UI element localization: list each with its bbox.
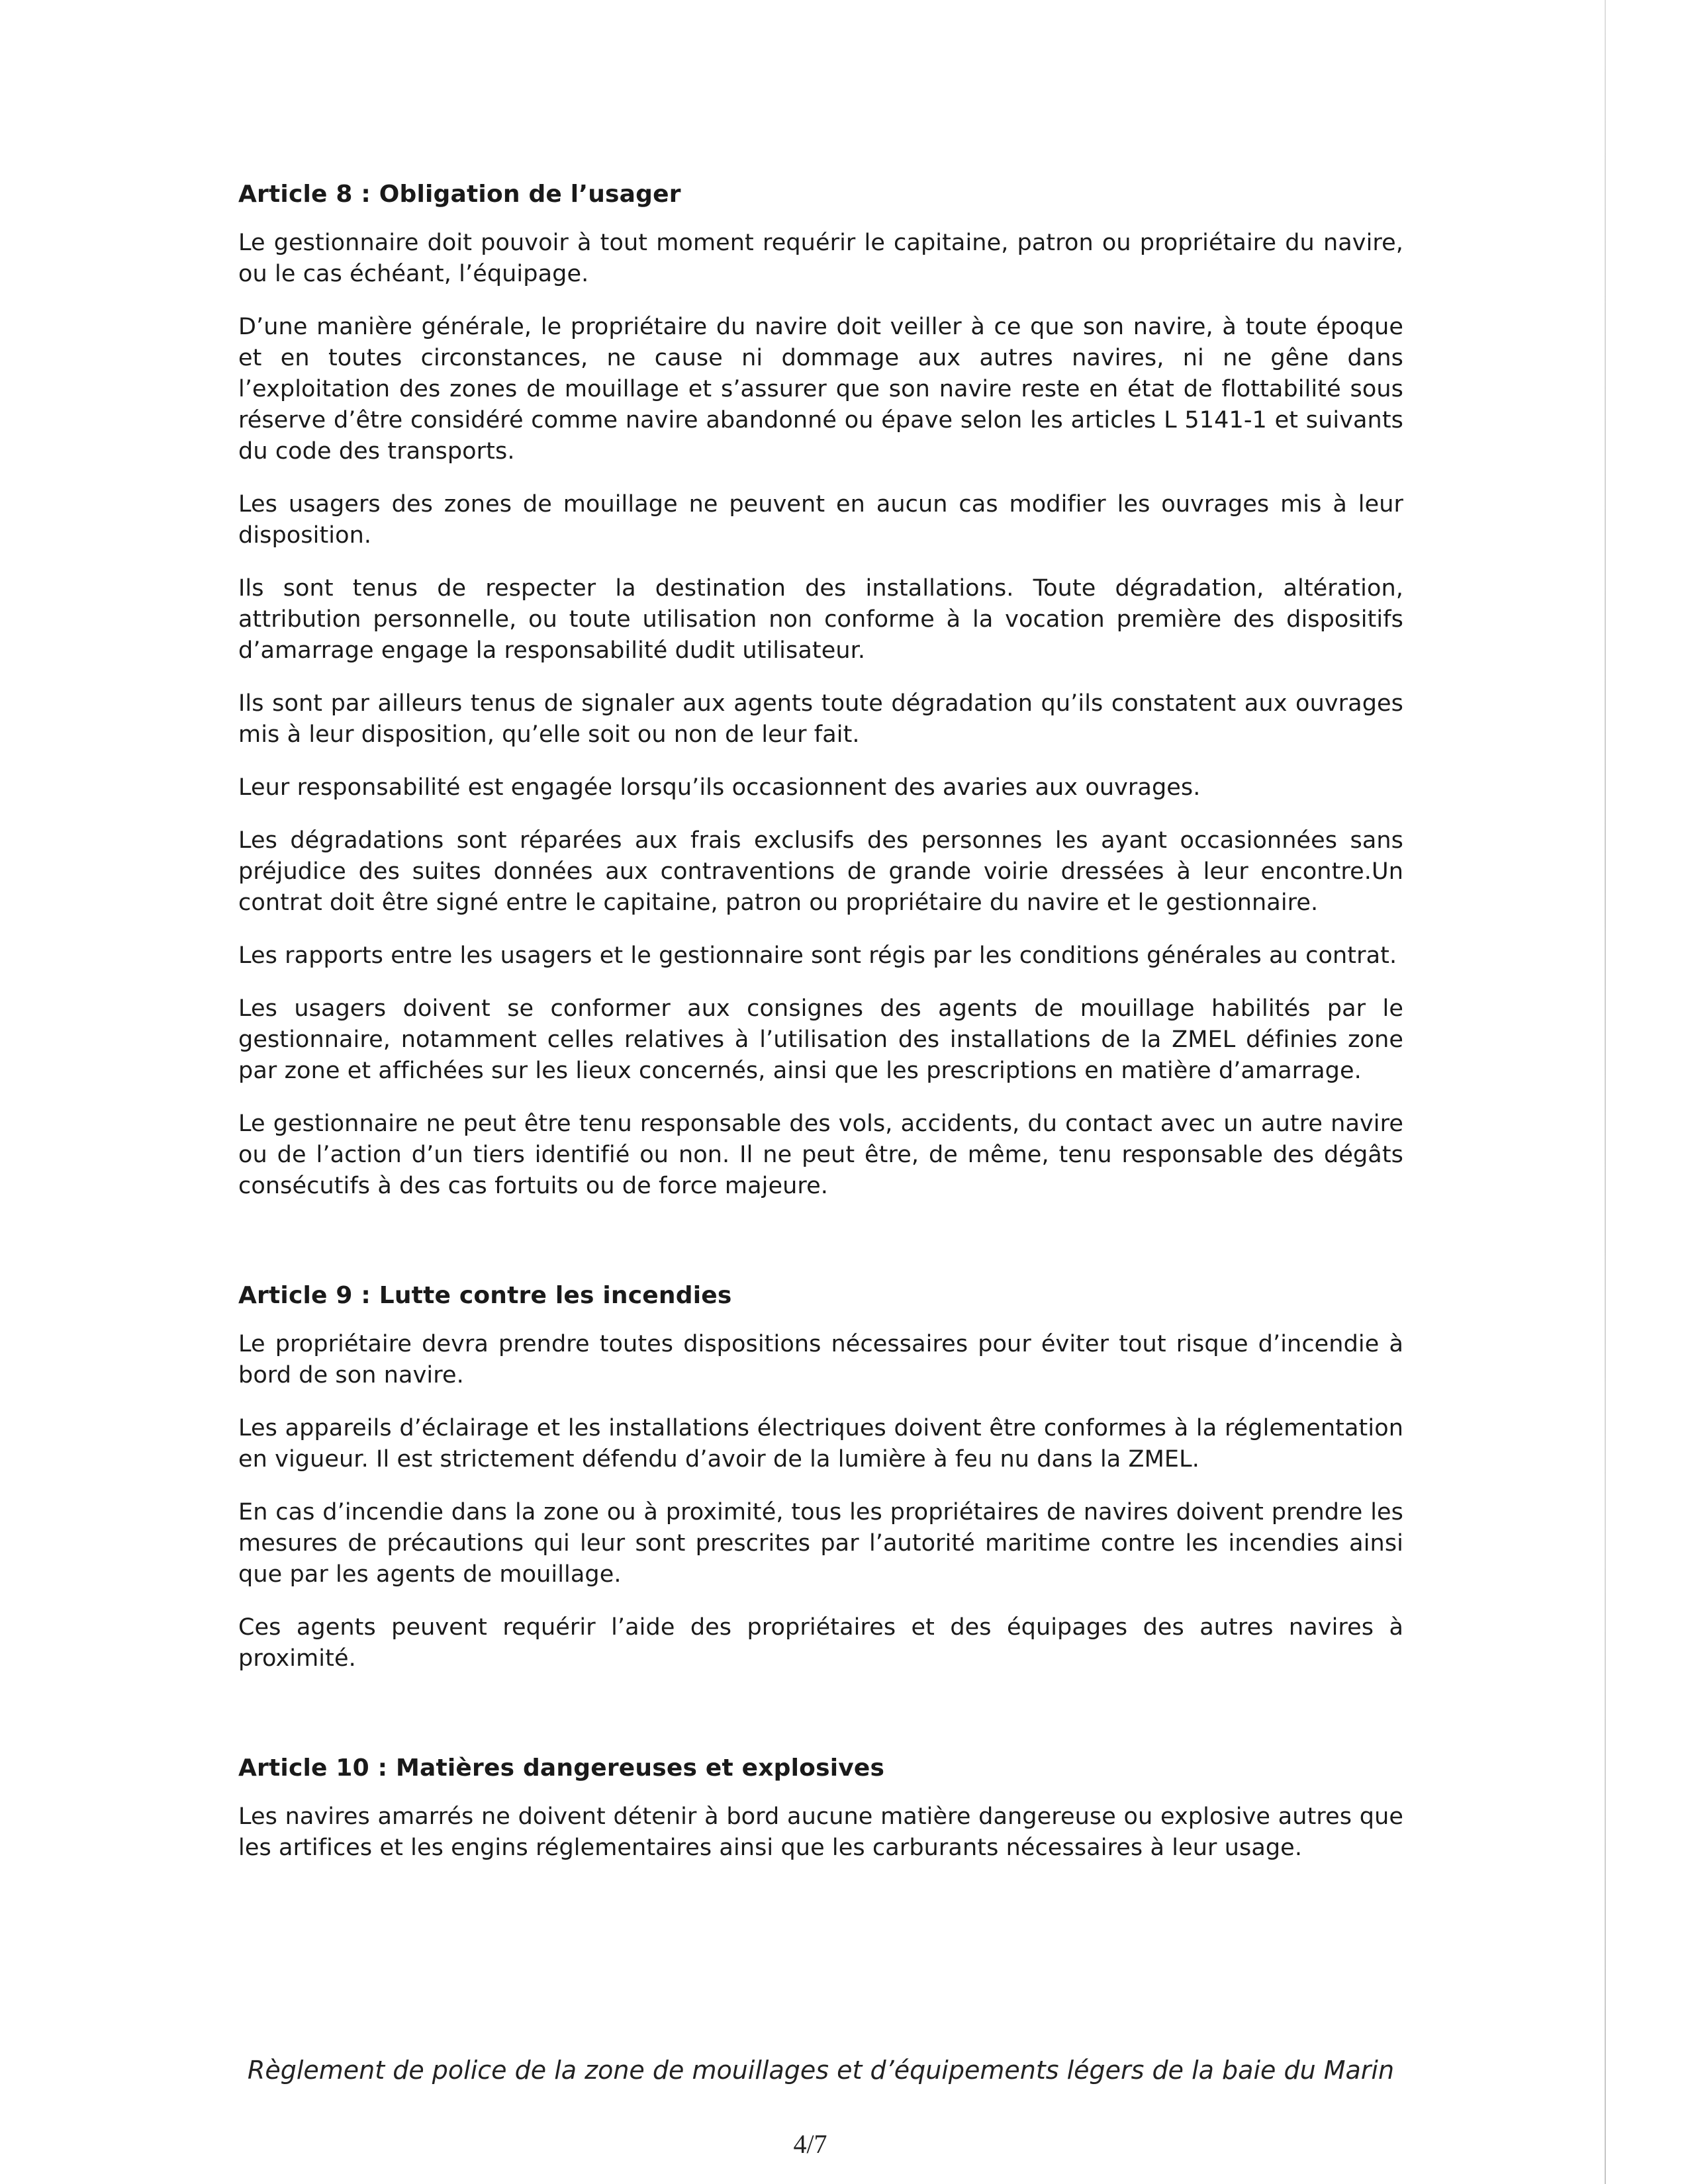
paragraph: Le gestionnaire doit pouvoir à tout moment requérir le capitaine, patron ou propriétaire du navire, ou le cas échéant, l’équipage. — [238, 230, 1403, 287]
article-title: Article 8 : Obligation de l’usager — [238, 181, 681, 208]
paragraph: Les usagers doivent se conformer aux consignes des agents de mouillage habilités par le gestionnaire, notamment celles relatives à l’utilisation des installations de la ZMEL définies zone par zone et affichées sur les lieux concernés, ainsi que les prescriptions en matière d’amarrage. — [238, 995, 1403, 1084]
paragraph: Les dégradations sont réparées aux frais exclusifs des personnes les ayant occasionnées sans préjudice des suites données aux contraventions de grande voirie dressées à leur encontre.Un contrat doit être signé entre le capitaine, patron ou propriétaire du navire et le gestionnaire. — [238, 827, 1403, 916]
article-8 — [238, 179, 1403, 1202]
article-10 — [238, 1752, 1403, 1864]
footer-document-title: Règlement de police de la zone de mouillages et d’équipements légers de la baie du Marin — [247, 2056, 1395, 2085]
paragraph: D’une manière générale, le propriétaire du navire doit veiller à ce que son navire, à toute époque et en toutes circonstances, ne cause ni dommage aux autres navires, ni ne gêne dans l’exploitation des zones de mouillage et s’assurer que son navire reste en état de flottabilité sous réserve d’être considéré comme navire abandonné ou épave selon les articles L 5141-1 et suivants du code des transports. — [238, 314, 1403, 465]
section-spacer — [238, 1224, 1403, 1280]
article-title: Article 10 : Matières dangereuses et explosives — [238, 1754, 885, 1782]
document-body — [238, 179, 1403, 1886]
article-9 — [238, 1280, 1403, 1674]
paragraph: Les navires amarrés ne doivent détenir à bord aucune matière dangereuse ou explosive autres que les artifices et les engins réglementaires ainsi que les carburants nécessaires à leur usage. — [238, 1803, 1403, 1861]
page-number: 4/7 — [793, 2129, 827, 2159]
article-title: Article 9 : Lutte contre les incendies — [238, 1282, 732, 1309]
paragraph: Ils sont par ailleurs tenus de signaler aux agents toute dégradation qu’ils constatent aux ouvrages mis à leur disposition, qu’elle soit ou non de leur fait. — [238, 690, 1403, 748]
paragraph: Leur responsabilité est engagée lorsqu’ils occasionnent des avaries aux ouvrages. — [238, 774, 1201, 801]
section-spacer — [238, 1696, 1403, 1752]
paragraph: Ils sont tenus de respecter la destination des installations. Toute dégradation, altération, attribution personnelle, ou toute utilisation non conforme à la vocation première des dispositifs d’amarrage engage la responsabilité dudit utilisateur. — [238, 575, 1403, 664]
paragraph: Ces agents peuvent requérir l’aide des propriétaires et des équipages des autres navires à proximité. — [238, 1614, 1403, 1672]
paragraph: Les usagers des zones de mouillage ne peuvent en aucun cas modifier les ouvrages mis à leur disposition. — [238, 491, 1403, 549]
paragraph: Le gestionnaire ne peut être tenu responsable des vols, accidents, du contact avec un autre navire ou de l’action d’un tiers identifié ou non. Il ne peut être, de même, tenu responsable des dégâts consécutifs à des cas fortuits ou de force majeure. — [238, 1111, 1403, 1199]
paragraph: Les appareils d’éclairage et les installations électriques doivent être conformes à la réglementation en vigueur. Il est strictement défendu d’avoir de la lumière à feu nu dans la ZMEL. — [238, 1415, 1403, 1473]
scan-edge-line — [1605, 0, 1606, 2184]
paragraph: Le propriétaire devra prendre toutes dispositions nécessaires pour éviter tout risque d’incendie à bord de son navire. — [238, 1331, 1403, 1388]
paragraph: En cas d’incendie dans la zone ou à proximité, tous les propriétaires de navires doivent prendre les mesures de précautions qui leur sont prescrites par l’autorité maritime contre les incendies ainsi que par les agents de mouillage. — [238, 1499, 1403, 1588]
paragraph: Les rapports entre les usagers et le gestionnaire sont régis par les conditions générales au contrat. — [238, 942, 1397, 969]
